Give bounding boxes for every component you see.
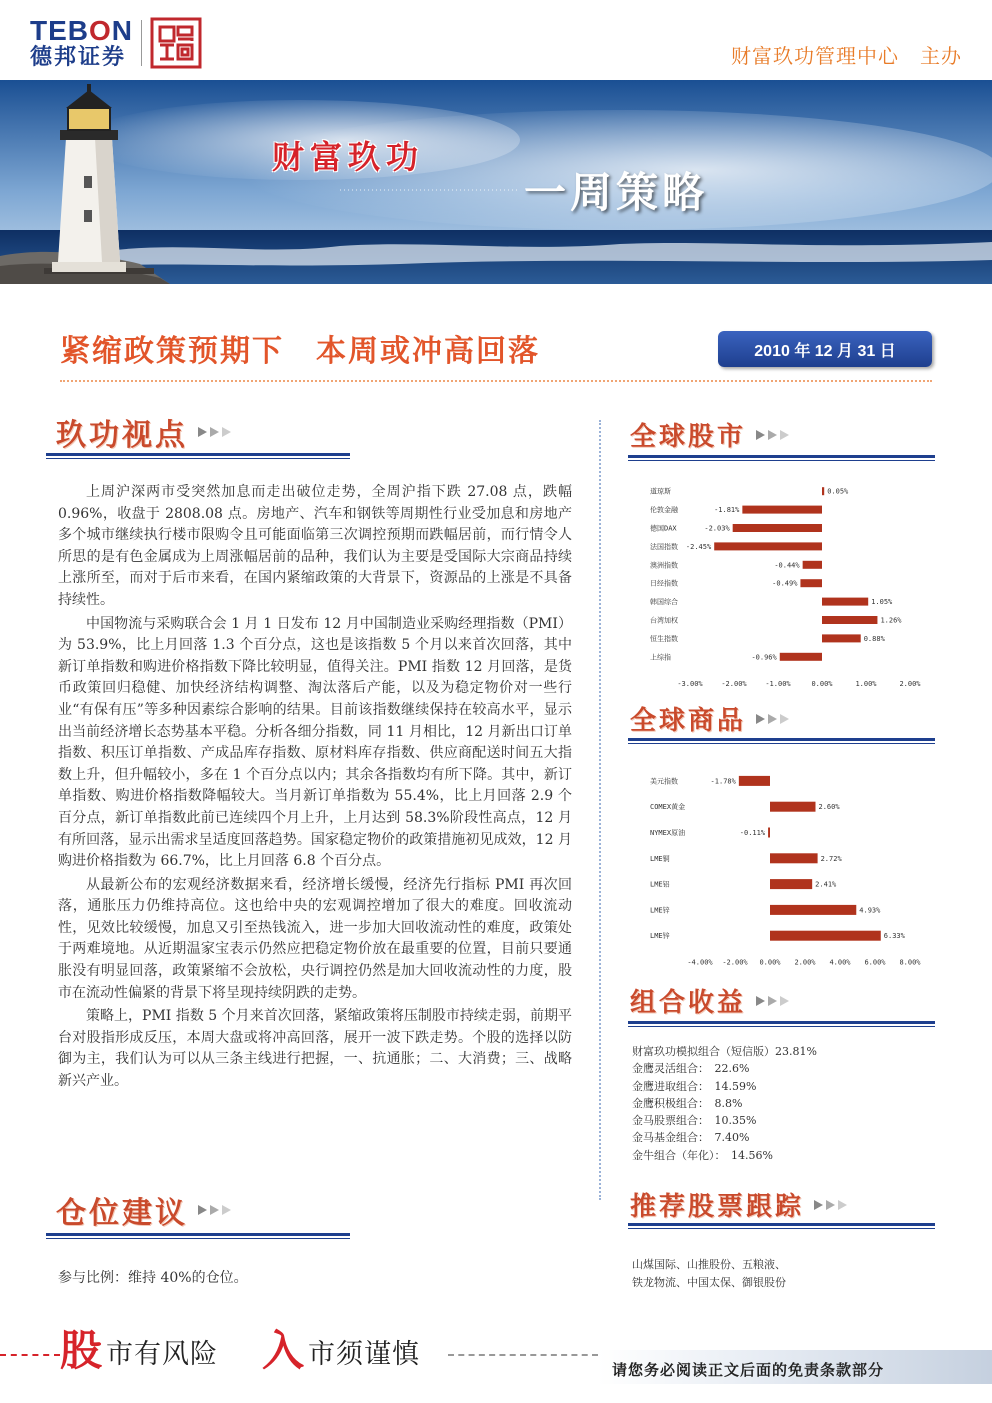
stock-line: 铁龙物流、中国太保、御银股份 [632,1276,786,1289]
category-label: LME锌 [650,906,670,915]
chart-bar [770,802,816,812]
footer-dash-right [448,1354,598,1356]
view-body [58,482,572,1095]
chart-bar [780,653,822,661]
data-label: -0.96% [751,653,777,662]
tick-label: -1.00% [765,680,791,688]
tick-label: -2.00% [722,958,748,967]
arrows-icon [756,996,789,1006]
tick-label: -3.00% [677,680,703,688]
data-label: -0.11% [739,829,766,837]
risk-big-char: 股 [60,1326,103,1375]
data-label: -0.49% [772,579,798,588]
footer-dash-left [0,1354,60,1356]
category-label: 德国DAX [650,524,677,533]
portfolio-item: 金马股票组合： 10.35% [632,1114,757,1128]
risk-text: 市有风险 [106,1339,219,1370]
report-date-badge: 2010 年 12 月 31 日 [718,331,932,367]
category-label: NYMEX原油 [650,829,686,837]
data-label: -0.44% [774,561,800,570]
arrows-icon [198,1205,231,1215]
portfolio-item: 金鹰灵活组合： 22.6% [632,1062,750,1076]
chart-bar [800,579,822,587]
data-label: 0.05% [827,487,849,496]
section-title: 推荐股票跟踪 [630,1192,805,1222]
chart-bar [770,931,881,941]
logo-chinese: 德邦证券 [30,45,127,70]
category-label: 伦敦金融 [650,506,678,515]
paragraph: 上周沪深两市受突然加息而走出破位走势，全周沪指下跌 27.08 点，跌幅 0.96%，收盘于 2808.08 点。房地产、汽车和钢铁等周期性行业受加息和房地产多个城市继续执行楼市限购令且可能面临第三次调控预期而跌幅居前，而行情令人所思的是有色金属成为上周涨幅居前的品种，我们认为主要是受国际大宗商品持续上涨所至，而对于后市来看，在国内紧缩政策的大背景下，资源品的上涨是不具备持续性。 [58,484,572,608]
category-label: LME铝 [650,880,670,889]
category-label: LME锌 [650,932,670,941]
chart-bar [770,905,856,915]
data-label: -2.45% [685,542,712,551]
section-header-global-commodities [630,700,789,737]
risk-warning-1 [60,1326,219,1375]
section-title: 玖功视点 [56,418,188,453]
tick-label: 2.00% [899,680,921,688]
category-label: 道琼斯 [650,487,671,496]
risk-warning-2 [262,1326,421,1375]
tick-label: -2.00% [721,680,747,688]
section-header-recommend [630,1186,847,1223]
portfolio-item: 金马基金组合： 7.40% [632,1131,750,1145]
banner-title-brand: 财富玖功 [272,138,425,176]
category-label: 上综指 [650,653,671,662]
tick-label: 6.00% [864,958,886,967]
hero-banner [0,80,992,284]
category-label: 美元指数 [650,777,678,786]
chart-bar [803,561,822,569]
category-label: 法国指数 [650,542,678,551]
category-label: 台湾加权 [650,616,678,625]
global-stocks-chart [630,478,930,692]
category-label: COMEX黄金 [650,803,686,812]
chart-bar [733,524,822,532]
data-label: 2.72% [820,854,842,863]
section-header-global-stocks [630,416,789,453]
section-title: 组合收益 [630,988,747,1018]
chart-bar [822,634,861,642]
portfolio-returns [632,1043,817,1164]
report-headline: 紧缩政策预期下 本周或冲高回落 [60,334,540,369]
tick-label: 8.00% [899,958,921,967]
stock-line: 山煤国际、山推股份、五粮液、 [632,1258,786,1271]
section-rule [46,1233,350,1236]
section-header-portfolio [630,982,789,1019]
portfolio-item: 财富玖功模拟组合（短信版）23.81% [632,1045,817,1058]
data-label: -1.78% [710,777,736,786]
portfolio-item: 金鹰积极组合： 8.8% [632,1096,743,1110]
arrows-icon [756,714,789,724]
data-label: -2.03% [704,524,730,533]
seal-icon [150,17,202,69]
chart-bar [768,828,770,838]
category-label: LME铜 [650,854,670,863]
chart-bar [770,879,812,889]
arrows-icon [198,427,231,437]
data-label: 2.41% [815,880,837,889]
chart-bar [822,487,824,495]
category-label: 恒生指数 [650,634,678,643]
paragraph: 中国物流与采购联合会 1 月 1 日发布 12 月中国制造业采购经理指数（PMI）为 53.9%，比上月回落 1.3 个百分点，这也是该指数 5 个月以来首次回落，其中新订单指数和购进价格指数下降比较明显，值得关注。PMI 指数 12 月回落，是货币政策回归稳健、加快经济结构调整、淘汰落后产能，以及为稳定物价对一些行业“有保有压”等多种因素综合影响的结果。目前该指数继续保持在较高水平，显示出当前经济增长态势基本平稳。分析各细分指数，同 11 月相比，12 月新出口订单指数、积压订单指数、产成品库存指数、原材料库存指数、供应商配送时间五大指数上升，但升幅较小，多在 1 个百分点以内；其余各指数均有所下降。其中，新订单指数、购进价格指数降幅较大。当月新订单指数为 55.4%，比上月回落 2.9 个百分点，新订单指数此前已连续四个月上升，上月达到 58.3%阶段性高点，12 月有所回落，显示出需求呈适度回落趋势。国家稳定物价的政策措施初见成效，12 月购进价格指数为 66.7%，比上月回落 6.8 个百分点。 [58,615,572,870]
data-label: 4.93% [859,906,881,915]
headline-divider [60,380,932,382]
disclaimer-note: 请您务必阅读正文后面的免责条款部分 [612,1361,885,1379]
global-commodities-chart-svg [630,764,930,970]
data-label: 1.05% [871,598,893,607]
chart-bar [742,506,822,514]
chart-bar [822,598,868,606]
banner-title-report: 一周策略 [524,168,709,217]
data-label: 1.26% [880,616,902,625]
tick-label: 0.00% [811,680,833,688]
sponsor-text: 财富玖功管理中心 主办 [731,44,962,68]
chart-bar [770,853,818,863]
arrows-icon [814,1200,847,1210]
brand-logo [30,16,202,70]
section-rule [628,1021,935,1024]
section-title: 全球股市 [630,422,747,452]
global-commodities-chart [630,764,930,972]
data-label: 6.33% [883,932,905,941]
category-label: 澳洲指数 [650,561,678,570]
data-label: -1.81% [714,506,740,515]
paragraph: 策略上，PMI 指数 5 个月来首次回落，紧缩政策将压制股市持续走弱，前期平台对股指形成反压，本周大盘或将冲高回落，展开一波下跌走势。个股的选择以防御为主，我们认为可以从三条主线进行把握，一、抗通胀；二、大消费；三、战略新兴产业。 [58,1008,572,1090]
chart-bar [714,542,822,550]
risk-big-char: 入 [262,1326,305,1375]
section-title: 仓位建议 [56,1196,188,1231]
global-stocks-chart-svg [630,478,930,690]
section-rule [46,453,350,456]
tick-label: 0.00% [759,958,781,967]
data-label: 0.88% [863,634,885,643]
section-title: 全球商品 [630,706,747,736]
tick-label: 2.00% [794,958,816,967]
chart-bar [822,616,877,624]
tick-label: 4.00% [829,958,851,967]
recommended-stocks [632,1256,786,1292]
chart-bar [739,776,770,786]
section-rule [628,455,935,458]
logo-english: TEBON [30,15,134,46]
paragraph: 从最新公布的宏观经济数据来看，经济增长缓慢，经济先行指标 PMI 再次回落，通胀压力仍维持高位。这也给中央的宏观调控增加了很大的难度。回收流动性，见效比较缓慢，加息又引至热钱流入，进一步加大回收流动性的难度，政策处于两难境地。从近期温家宝表示仍然应把稳定物价放在最重要的位置，目前只要通胀没有明显回落，政策紧缩不会放松，央行调控仍然是加大回收流动性的力度，股市在流动性偏紧的背景下将呈现持续阴跌的走势。 [58,876,572,1001]
column-divider [599,420,601,1200]
lighthouse-seascape [0,80,992,284]
arrows-icon [756,430,789,440]
section-header-position [56,1188,231,1232]
position-advice: 参与比例：维持 40%的仓位。 [58,1270,248,1286]
tick-label: -4.00% [687,958,713,967]
section-rule [628,738,935,741]
category-label: 韩国综合 [650,598,678,607]
logo-divider [141,20,142,66]
section-rule [628,1223,935,1226]
risk-text: 市须谨慎 [308,1339,421,1370]
section-header-view [56,410,231,454]
portfolio-item: 金鹰进取组合： 14.59% [632,1079,757,1093]
category-label: 日经指数 [650,579,678,588]
data-label: 2.60% [818,803,840,812]
portfolio-item: 金牛组合（年化）： 14.56% [632,1148,773,1162]
tick-label: 1.00% [855,680,877,688]
